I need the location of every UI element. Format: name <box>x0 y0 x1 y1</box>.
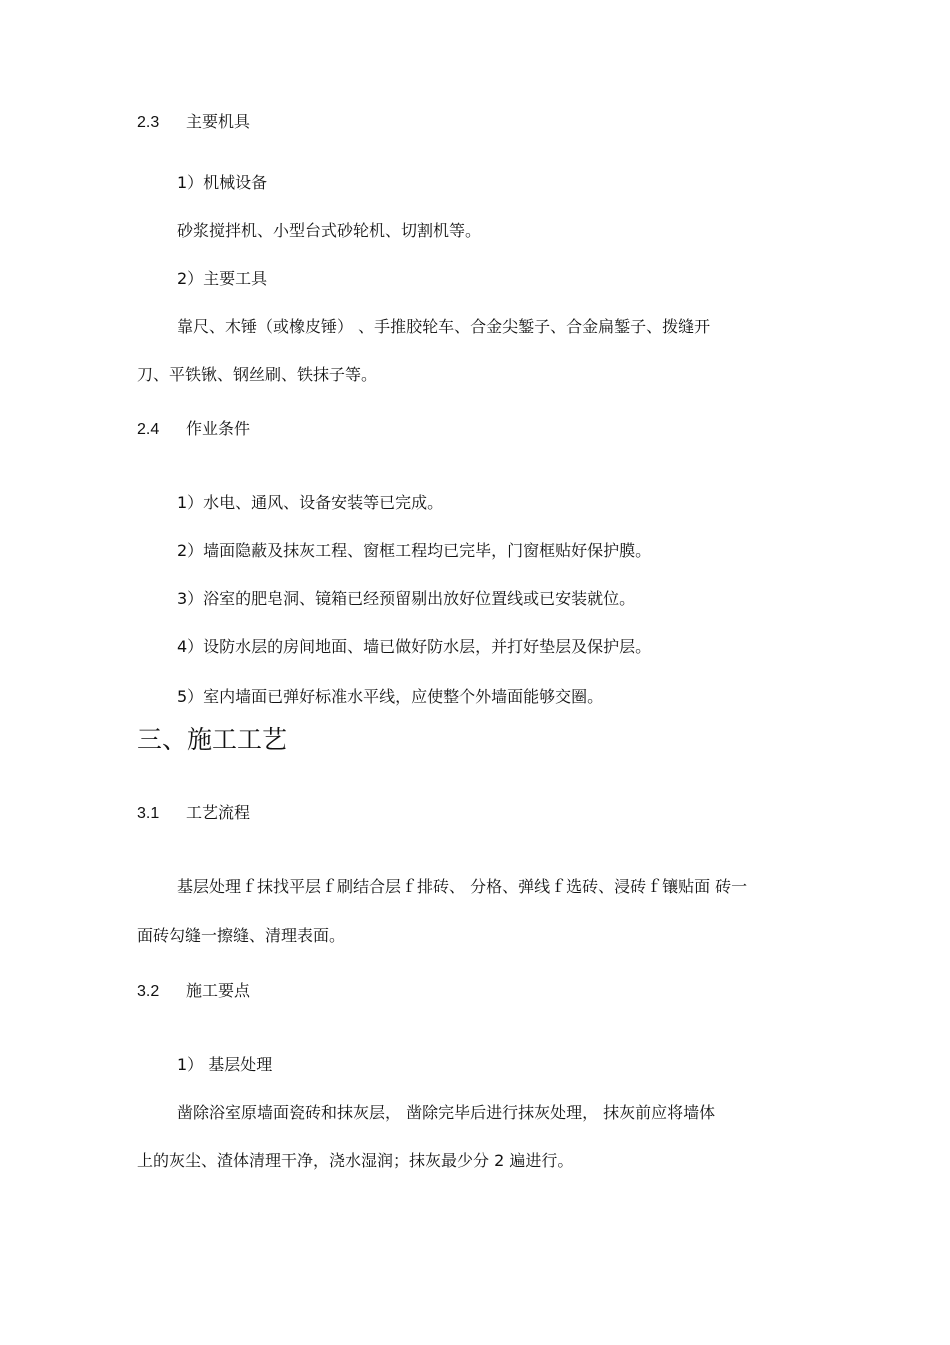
list-item: 3）浴室的肥皂洞、镜箱已经预留剔出放好位置线或已安装就位。 <box>177 589 636 608</box>
subheading-machinery: 1）机械设备 <box>177 173 268 192</box>
paragraph-process-line2: 面砖勾缝一擦缝、清理表面。 <box>137 926 346 945</box>
section-number: 2.3 <box>137 114 160 131</box>
subheading-tools: 2）主要工具 <box>177 269 268 288</box>
section-number: 2.4 <box>137 421 160 438</box>
chapter-title: 三、施工工艺 <box>137 725 288 754</box>
paragraph-base-line1: 凿除浴室原墙面瓷砖和抹灰层， 凿除完毕后进行抹灰处理， 抹灰前应将墙体 <box>177 1103 716 1122</box>
section-heading-2-4 <box>137 419 250 440</box>
paragraph-machinery: 砂浆搅拌机、小型台式砂轮机、切割机等。 <box>177 221 482 240</box>
section-title: 工艺流程 <box>186 803 251 822</box>
section-heading-3-2 <box>137 981 250 1002</box>
list-item: 2）墙面隐蔽及抹灰工程、窗框工程均已完毕，门窗框贴好保护膜。 <box>177 541 652 560</box>
list-item: 4）设防水层的房间地面、墙已做好防水层，并打好垫层及保护层。 <box>177 637 652 656</box>
section-number: 3.2 <box>137 983 160 1000</box>
section-heading-2-3 <box>137 112 250 133</box>
section-number: 3.1 <box>137 805 160 822</box>
paragraph-base-line2: 上的灰尘、渣体清理干净，浇水湿润；抹灰最少分 2 遍进行。 <box>137 1151 574 1170</box>
list-item: 1）水电、通风、设备安装等已完成。 <box>177 493 444 512</box>
section-title: 施工要点 <box>186 981 251 1000</box>
section-title: 作业条件 <box>186 419 251 438</box>
subheading-base-treatment: 1） 基层处理 <box>177 1055 273 1074</box>
section-heading-3-1 <box>137 803 250 824</box>
section-title: 主要机具 <box>186 112 251 131</box>
list-item: 5）室内墙面已弹好标准水平线，应使整个外墙面能够交圈。 <box>177 687 604 706</box>
paragraph-process-line1: 基层处理ｆ抹找平层ｆ刷结合层ｆ排砖、 分格、弹线ｆ选砖、浸砖ｆ镶贴面 砖一 <box>177 877 748 896</box>
paragraph-tools-line2: 刀、平铁锹、钢丝刷、铁抹子等。 <box>137 365 378 384</box>
paragraph-tools-line1: 靠尺、木锤（或橡皮锤） 、手推胶轮车、合金尖錾子、合金扁錾子、拨缝开 <box>177 317 711 336</box>
